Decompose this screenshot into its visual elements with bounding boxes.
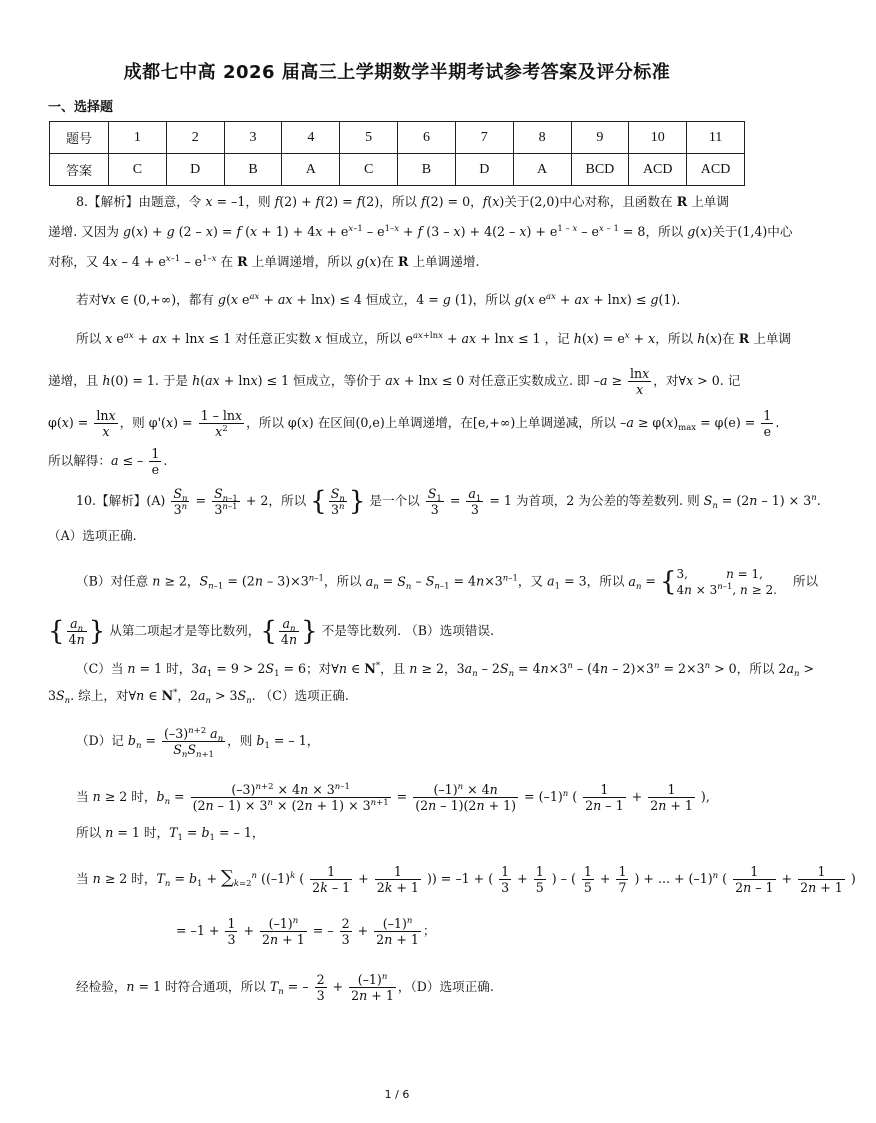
table-row: [50, 154, 745, 186]
q10-line-8: 当 n ≥ 2 时，$b_n$ = $\frac{(-3)^{n+2} \times 4n \times 3^{n-1}}{(2n - 1) \times 3^n \times (2n + 1) \times 3^{n+1}}$ = $\frac{(-1)^n \times 4n}{(2n - 1)(2n + 1)}$ = $(-1)^n$ ( $\frac{1}{2n - 1}$ + $\frac{1}{2n + 1}$ ),: [76, 782, 710, 813]
row-label: 答案: [50, 154, 109, 186]
table-cell: ACD: [629, 154, 687, 186]
table-cell: 9: [571, 122, 629, 154]
q10-line-2: （A）选项正确.: [48, 528, 137, 543]
table-cell: D: [455, 154, 513, 186]
table-cell: C: [109, 154, 167, 186]
table-cell: C: [340, 154, 398, 186]
q10-line-1: 10.【解析】(A) $\frac{S_n}{3^n}$ = $\frac{S_{n-1}}{3^{n-1}}$ + 2，所以 { $\frac{S_n}{3^n}$ } 是一个以 $\frac{S_1}{3}$ = $\frac{a_1}{3}$ = 1 为首项，2 为公差的等差数列. 则 $S_n = (2n - 1) \times 3^n$.: [76, 486, 821, 517]
table-row: [50, 122, 745, 154]
table-cell: 5: [340, 122, 398, 154]
q8-line-7: φ(x) = $\frac{\ln x}{x}$ ，则 φ'(x) = $\frac{1 - \ln x}{x^2}$ ，所以 φ(x) 在区间(0,e)上单调递增，在[e,+∞)上单调递减，所以 $-a \ge \varphi(x)_{max} = \varphi(e)$ = $\frac{1}{e}$ .: [48, 408, 780, 439]
table-cell: 7: [455, 122, 513, 154]
q8-line-6: 递增，且 h(0) = 1. 于是 h(ax + lnx) ≤ 1 恒成立，等价于 ax + lnx ≤ 0 对任意正实数成立. 即 –a ≥ $\frac{\ln x}{x}$ ，对∀x > 0. 记: [48, 366, 741, 397]
table-cell: D: [166, 154, 224, 186]
table-cell: 2: [166, 122, 224, 154]
table-cell: 1: [109, 122, 167, 154]
q10-line-10: 当 n ≥ 2 时，$T_n = b_1 + \sum_{k=2}^n$ ($(-1)^k$ ( $\frac{1}{2k - 1}$ + $\frac{1}{2k + 1}$ )) = –1 + ( $\frac{1}{3}$ + $\frac{1}{5}$ ) – ( $\frac{1}{5}$ + $\frac{1}{7}$ ) + ... + $(-1)^n$ ( $\frac{1}{2n - 1}$ + $\frac{1}{2n + 1}$ ): [76, 864, 856, 895]
q10-line-4: { $\frac{a_n}{4n}$ } 从第二项起才是等比数列，{ $\frac{a_n}{4n}$ } 不是等比数列. （B）选项错误.: [48, 616, 495, 647]
section-title: 一、选择题: [48, 100, 114, 115]
table-cell: 4: [282, 122, 340, 154]
table-cell: ACD: [687, 154, 745, 186]
page-title: 成都七中高 2026 届高三上学期数学半期考试参考答案及评分标准: [123, 62, 671, 83]
q8-line-4: 若对∀x ∈ (0,+∞)，都有 g(x $e^{ax}$ + ax + lnx) ≤ 4 恒成立，4 = g (1)，所以 g(x $e^{ax}$ + ax + lnx) ≤ g(1).: [76, 292, 681, 307]
table-cell: 8: [513, 122, 571, 154]
q10-line-6: $3S_n$. 综上，对∀n ∈ N*，$2a_n > 3S_n$. （C）选项正确.: [48, 688, 349, 706]
q10-line-9: 所以 n = 1 时，$T_1 = b_1$ = – 1，: [76, 825, 265, 843]
table-cell: 6: [398, 122, 456, 154]
table-cell: B: [398, 154, 456, 186]
q10-line-3: （B）对任意 n ≥ 2，$S_{n-1} = (2n - 3)\times 3^{n-1}$，所以 $a_n = S_n - S_{n-1} = 4n\times 3^{n-1}$，又 $a_1 = 3$，所以 $a_n = \{3$, n = 1, $4n \times 3^{n-1}$, n ≥ 2. 所以: [76, 567, 819, 597]
q10-line-7: （D）记 $b_n$ = $\frac{(-3)^{n+2} a_n}{S_nS_{n+1}}$ ，则 $b_1$ = – 1，: [76, 726, 320, 760]
page-number: 1 / 6: [384, 1088, 410, 1101]
table-cell: 3: [224, 122, 282, 154]
q10-line-5: （C）当 n = 1 时，$3a_1 = 9 > 2S_1 = 6$；对∀n ∈ N*，且 n ≥ 2，$3a_n - 2S_n = 4n\times 3^n - (4n - 2)\times 3^n = 2\times 3^n > 0$，所以 $2a_n$ >: [76, 661, 815, 679]
table-cell: A: [513, 154, 571, 186]
q10-line-11: = –1 + $\frac{1}{3}$ + $\frac{(-1)^n}{2n + 1}$ = – $\frac{2}{3}$ + $\frac{(-1)^n}{2n + 1}$ ；: [176, 916, 436, 947]
table-cell: B: [224, 154, 282, 186]
table-cell: A: [282, 154, 340, 186]
table-cell: BCD: [571, 154, 629, 186]
q8-line-3: 对称，又 $4x - 4 + e^{x-1} - e^{1-x}$ 在 R 上单调递增，所以 g(x)在 R 上单调递增.: [48, 254, 480, 269]
table-cell: 10: [629, 122, 687, 154]
q8-line-5: 所以 x $e^{ax}$ + ax + lnx ≤ 1 对任意正实数 x 恒成立，所以 $e^{ax+lnx}$ + ax + lnx ≤ 1 ，记 $h(x) = e^x + x$，所以 h(x)在 R 上单调: [76, 331, 791, 346]
row-label: 题号: [50, 122, 109, 154]
table-cell: 11: [687, 122, 745, 154]
answer-table: [49, 121, 745, 186]
q8-line-2: 递增. 又因为 g(x) + g (2 – x) = f $(x + 1) + 4x + e^{x-1} - e^{1-x} + f$ $(3 - x) + 4(2 - x) + e^{1 - x} - e^{x - 1} = 8$，所以 g(x)关于(1,4)中心: [48, 224, 793, 239]
q10-line-12: 经检验，n = 1 时符合通项，所以 $T_n$ = – $\frac{2}{3}$ + $\frac{(-1)^n}{2n + 1}$ ，（D）选项正确.: [76, 972, 494, 1003]
q8-line-1: 8.【解析】由题意，令 x = –1，则 f(2) + f(2) = f(2)，所以 f(2) = 0，f(x)关于(2,0)中心对称，且函数在 R 上单调: [76, 194, 729, 209]
q8-line-8: 所以解得：a ≤ – $\frac{1}{e}$ .: [48, 446, 168, 477]
